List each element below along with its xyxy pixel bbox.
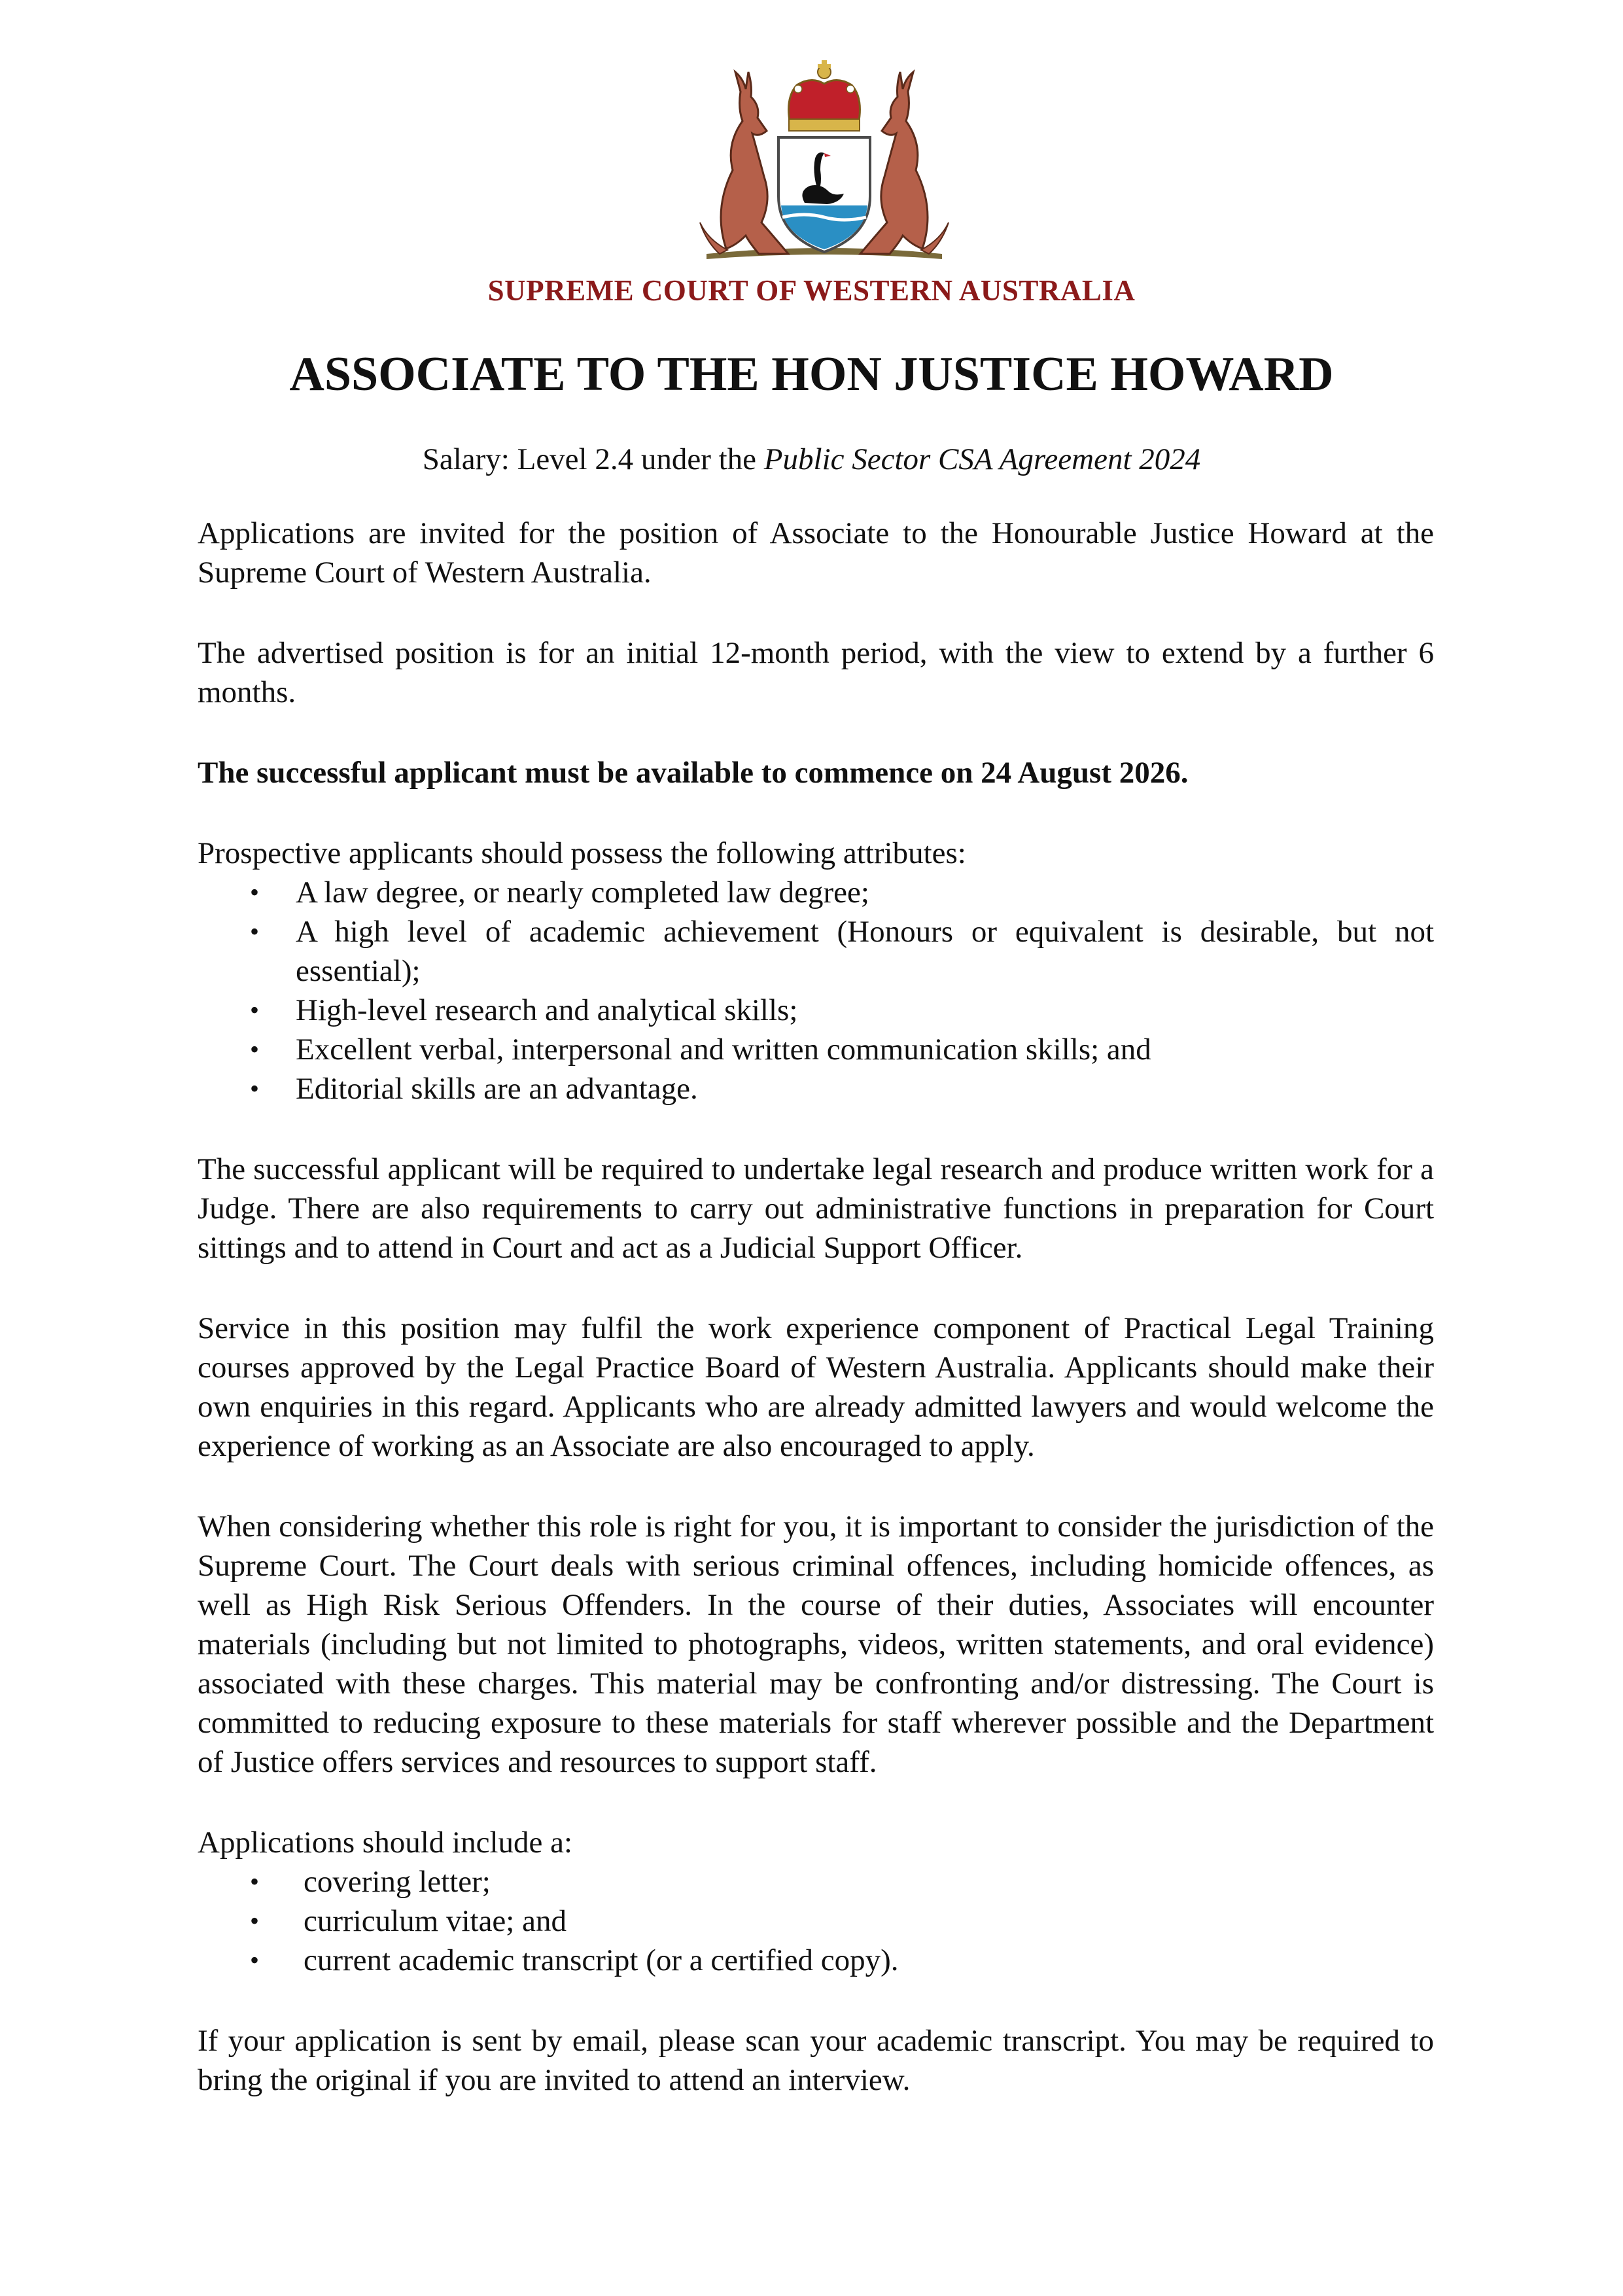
kangaroo-left-icon [700, 72, 788, 254]
list-item [198, 873, 1434, 912]
jurisdiction-paragraph: When considering whether this role is right for you, it is important to consider the jurisdiction of the Supreme Court. The Court deals with serious criminal offences, including homicide offences, as well as High Risk Serious Offenders. In the course of their duties, Associates will encounter materials (including but not limited to photographs, videos, written statements, and oral evidence) associated with these charges. This material may be confronting and/or distressing. The Court is committed to reducing exposure to these materials for staff wherever possible and the Department of Justice offers services and resources to support staff. [198, 1510, 1434, 1779]
bullet-icon: • [250, 917, 260, 946]
list-item [198, 1862, 1434, 1901]
intro-paragraph: Applications are invited for the position of Associate to the Honourable Justice Howard at the Supreme Court of Western Australia. [198, 516, 1434, 590]
list-item [198, 1069, 1434, 1108]
bullet-icon: • [250, 995, 260, 1025]
commence-notice: The successful applicant must be available to commence on 24 August 2026. [198, 756, 1189, 790]
attributes-intro: Prospective applicants should possess the following attributes: [198, 836, 966, 870]
list-item [198, 912, 1434, 991]
attributes-list [198, 873, 1434, 1108]
duties-paragraph: The successful applicant will be required to undertake legal research and produce written work for a Judge. There are also requirements to carry out administrative functions in preparation for Court sittings and to attend in Court and act as a Judicial Support Officer. [198, 1152, 1434, 1265]
bullet-icon: • [250, 1074, 260, 1103]
list-item-text: covering letter; [304, 1865, 491, 1899]
list-item-text: Editorial skills are an advantage. [296, 1072, 698, 1106]
training-paragraph: Service in this position may fulfil the work experience component of Practical Legal Training courses approved by the Legal Practice Board of Western Australia. Applicants should make their own enquiries in this regard. Applicants who are already admitted lawyers and would welcome the experience of working as an Associate are also encouraged to apply. [198, 1311, 1434, 1463]
list-item-text: Excellent verbal, interpersonal and written communication skills; and [296, 1033, 1151, 1067]
salary-line [0, 442, 1623, 477]
salary-prefix: Salary: Level 2.4 under the [422, 442, 764, 476]
list-item-text: current academic transcript (or a certified copy). [304, 1943, 899, 1977]
body-text [198, 514, 1434, 2141]
wa-coat-of-arms-icon [680, 46, 968, 268]
period-paragraph: The advertised position is for an initial 12-month period, with the view to extend by a further 6 months. [198, 636, 1434, 709]
list-item [198, 1901, 1434, 1941]
list-item-text: High-level research and analytical skills; [296, 993, 798, 1027]
list-item [198, 1030, 1434, 1069]
list-item [198, 991, 1434, 1030]
list-item-text: curriculum vitae; and [304, 1904, 567, 1938]
list-item [198, 1941, 1434, 1980]
crown-icon [789, 60, 860, 131]
application-items-list [198, 1862, 1434, 1980]
court-name-heading: SUPREME COURT OF WESTERN AUSTRALIA [487, 274, 1136, 307]
applications-intro: Applications should include a: [198, 1826, 573, 1860]
page-title: ASSOCIATE TO THE HON JUSTICE HOWARD [289, 347, 1334, 401]
list-item-text: A high level of academic achievement (Honours or equivalent is desirable, but not essential); [296, 915, 1434, 988]
bullet-icon: • [250, 1945, 260, 1975]
salary-agreement: Public Sector CSA Agreement 2024 [763, 442, 1201, 476]
bullet-icon: • [250, 1034, 260, 1064]
bullet-icon: • [250, 877, 260, 907]
bullet-icon: • [250, 1906, 260, 1935]
kangaroo-right-icon [860, 72, 949, 254]
list-item-text: A law degree, or nearly completed law degree; [296, 875, 869, 910]
bullet-icon: • [250, 1867, 260, 1896]
shield-icon [778, 137, 870, 252]
email-paragraph: If your application is sent by email, please scan your academic transcript. You may be required to bring the original if you are invited to attend an interview. [198, 2024, 1434, 2097]
